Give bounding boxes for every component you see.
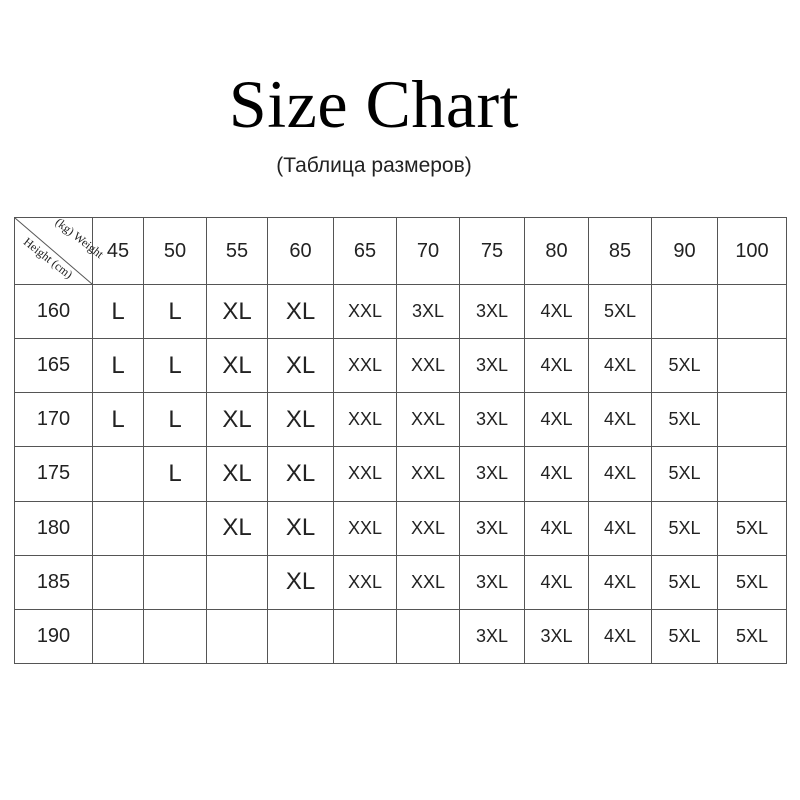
corner-cell	[15, 214, 107, 285]
height-cell: 185	[15, 555, 93, 609]
weight-header: 60	[268, 218, 334, 285]
size-table	[14, 214, 787, 664]
size-cell: XXL	[397, 393, 460, 447]
size-cell: 5XL	[652, 501, 718, 555]
size-cell: XXL	[334, 555, 397, 609]
height-cell: 190	[15, 609, 93, 663]
size-cell	[93, 609, 144, 663]
size-cell: XL	[268, 447, 334, 501]
size-cell: 4XL	[525, 285, 589, 339]
size-cell: 4XL	[525, 393, 589, 447]
size-cell: L	[144, 393, 207, 447]
size-cell: XXL	[397, 339, 460, 393]
size-cell: 4XL	[589, 555, 652, 609]
size-cell: XXL	[397, 501, 460, 555]
height-cell: 175	[15, 447, 93, 501]
weight-axis-label: (kg) Weight	[52, 214, 107, 262]
height-cell: 180	[15, 501, 93, 555]
table-row	[15, 447, 787, 501]
height-cell: 170	[15, 393, 93, 447]
weight-header: 75	[460, 218, 525, 285]
size-cell: 3XL	[397, 285, 460, 339]
weight-header: 70	[397, 218, 460, 285]
size-table-body	[15, 285, 787, 664]
size-cell: 4XL	[589, 501, 652, 555]
weight-header: 80	[525, 218, 589, 285]
table-row	[15, 501, 787, 555]
size-cell: XXL	[334, 339, 397, 393]
table-row	[15, 393, 787, 447]
size-cell: XXL	[397, 555, 460, 609]
height-axis-label: Height (cm)	[20, 234, 76, 282]
size-cell	[718, 339, 787, 393]
table-row	[15, 285, 787, 339]
weight-header: 100	[718, 218, 787, 285]
size-cell: XL	[268, 339, 334, 393]
size-cell: L	[93, 339, 144, 393]
size-cell	[144, 555, 207, 609]
size-cell: 5XL	[652, 339, 718, 393]
size-cell	[93, 447, 144, 501]
weight-header: 55	[207, 218, 268, 285]
weight-header: 90	[652, 218, 718, 285]
size-cell: 5XL	[589, 285, 652, 339]
size-cell: 3XL	[460, 555, 525, 609]
size-cell: L	[144, 285, 207, 339]
corner-diagonal	[15, 218, 92, 284]
size-cell: L	[144, 447, 207, 501]
size-cell	[652, 285, 718, 339]
weight-header: 85	[589, 218, 652, 285]
size-cell: L	[93, 285, 144, 339]
size-cell	[93, 501, 144, 555]
size-cell: XL	[268, 393, 334, 447]
size-cell: 3XL	[460, 609, 525, 663]
size-cell: 3XL	[460, 447, 525, 501]
table-row	[15, 555, 787, 609]
size-cell	[334, 609, 397, 663]
size-cell	[207, 555, 268, 609]
size-cell	[718, 393, 787, 447]
size-cell	[93, 555, 144, 609]
height-cell: 165	[15, 339, 93, 393]
table-row	[15, 609, 787, 663]
size-cell: XL	[268, 555, 334, 609]
page-title: Size Chart	[228, 66, 520, 142]
size-cell: 4XL	[525, 447, 589, 501]
size-cell	[718, 447, 787, 501]
size-cell: 4XL	[589, 393, 652, 447]
size-cell: XL	[207, 501, 268, 555]
size-cell: 5XL	[718, 609, 787, 663]
size-cell: 3XL	[460, 501, 525, 555]
size-cell: 3XL	[460, 393, 525, 447]
height-cell: 160	[15, 285, 93, 339]
size-cell	[268, 609, 334, 663]
size-cell: 5XL	[652, 447, 718, 501]
size-cell: L	[93, 393, 144, 447]
size-cell: XXL	[397, 447, 460, 501]
size-cell: XL	[207, 447, 268, 501]
size-cell: XXL	[334, 447, 397, 501]
weight-header: 45	[93, 218, 144, 285]
size-cell	[144, 501, 207, 555]
size-cell	[397, 609, 460, 663]
weight-header: 65	[334, 218, 397, 285]
weight-header: 50	[144, 218, 207, 285]
size-cell: 4XL	[589, 447, 652, 501]
size-cell	[207, 609, 268, 663]
size-cell: XXL	[334, 285, 397, 339]
size-cell: XL	[207, 339, 268, 393]
size-cell: 4XL	[525, 501, 589, 555]
size-cell: 5XL	[652, 555, 718, 609]
size-cell: 4XL	[589, 339, 652, 393]
size-cell: 3XL	[460, 285, 525, 339]
size-cell: 5XL	[718, 501, 787, 555]
page-subtitle: (Таблица размеров)	[276, 154, 472, 177]
table-row	[15, 339, 787, 393]
size-cell: 4XL	[589, 609, 652, 663]
size-cell	[144, 609, 207, 663]
size-cell: 4XL	[525, 555, 589, 609]
size-cell	[718, 285, 787, 339]
size-cell: XXL	[334, 501, 397, 555]
size-cell: 3XL	[525, 609, 589, 663]
size-cell: 5XL	[652, 393, 718, 447]
size-cell: XL	[207, 285, 268, 339]
size-cell: XL	[268, 501, 334, 555]
size-cell: XXL	[334, 393, 397, 447]
size-cell: XL	[268, 285, 334, 339]
size-cell: 5XL	[652, 609, 718, 663]
size-cell: 5XL	[718, 555, 787, 609]
size-cell: 4XL	[525, 339, 589, 393]
size-cell: L	[144, 339, 207, 393]
size-cell: XL	[207, 393, 268, 447]
weight-header-row	[15, 218, 787, 285]
size-cell: 3XL	[460, 339, 525, 393]
